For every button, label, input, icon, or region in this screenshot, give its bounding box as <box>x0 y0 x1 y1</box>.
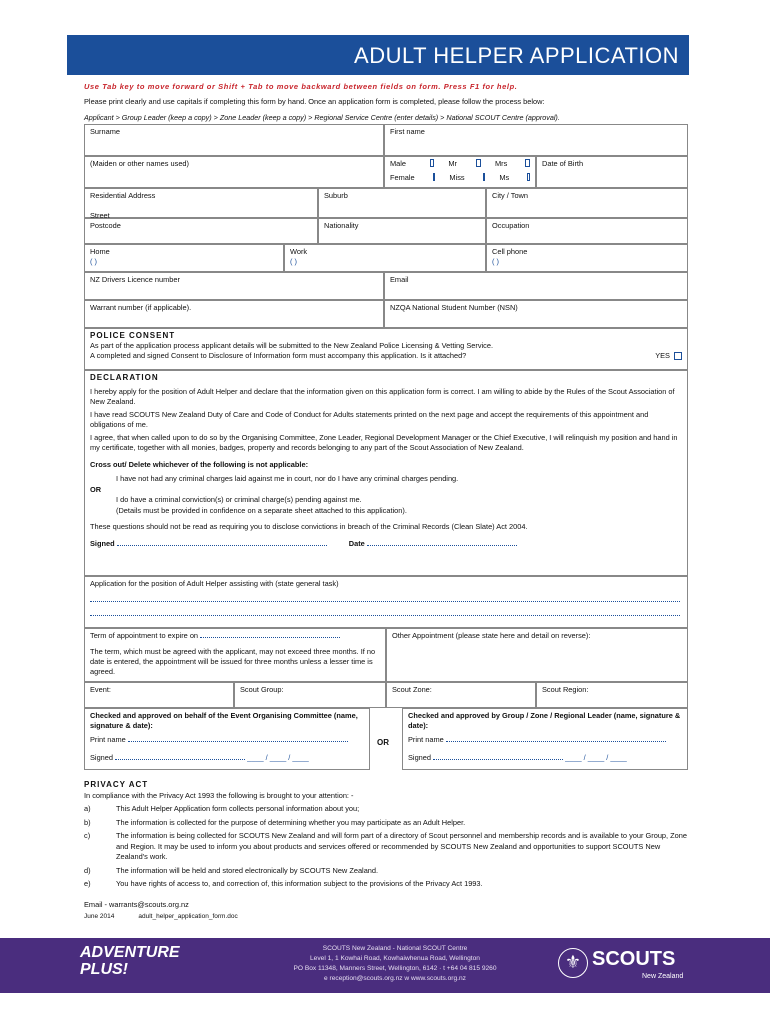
nsn-field[interactable] <box>384 300 688 328</box>
privacy-item-letter: c) <box>84 831 91 840</box>
first-name-field[interactable] <box>384 124 688 156</box>
ms-checkbox[interactable] <box>527 173 530 181</box>
postcode-field[interactable] <box>84 218 318 244</box>
suburb-label: Suburb <box>324 191 348 200</box>
scout-region-label: Scout Region: <box>542 685 589 694</box>
nsn-label: NZQA National Student Number (NSN) <box>390 303 518 312</box>
privacy-list <box>84 804 688 890</box>
privacy-item-text: You have rights of access to, and correction of, this information subject to the provisions of the Privacy Act 1993. <box>116 879 483 888</box>
female-checkbox[interactable] <box>433 173 436 181</box>
privacy-item <box>84 804 688 815</box>
mr-checkbox[interactable] <box>476 159 481 167</box>
privacy-item-text: The information is collected for the purpose of determining whether you may participate as an Adult Helper. <box>116 817 466 827</box>
scout-group-field[interactable] <box>234 682 386 708</box>
other-appointment-field[interactable] <box>386 628 688 682</box>
footer-banner <box>0 938 770 993</box>
work-label: Work <box>290 247 308 256</box>
warrant-field[interactable] <box>84 300 384 328</box>
privacy-item <box>84 879 688 890</box>
police-consent-section <box>84 328 688 370</box>
home-label: Home <box>90 247 110 256</box>
event-label: Event: <box>90 685 111 694</box>
signed-label: Signed <box>90 538 115 548</box>
leader-approval-section <box>402 708 688 770</box>
leader-approval-heading: Checked and approved by Group / Zone / Regional Leader (name, signature & date): <box>408 711 681 730</box>
declaration-p2: I have read SCOUTS New Zealand Duty of Care and Code of Conduct for Adults statements printed on the next page and accept the requirements of this appointment and obligations of me. <box>90 409 649 429</box>
city-label: City / Town <box>492 191 529 200</box>
dob-label: Date of Birth <box>542 159 584 168</box>
criminal-option-1[interactable]: I have not had any criminal charges laid against me in court, nor do I have any criminal charges pending. <box>116 474 459 483</box>
cell-area-code: ( ) <box>492 257 499 266</box>
privacy-item-text: The information will be held and stored electronically by SCOUTS New Zealand. <box>116 865 379 875</box>
fleur-de-lis-icon: ⚜ <box>558 948 588 978</box>
yes-label: YES <box>655 351 670 360</box>
maiden-field[interactable] <box>84 156 384 188</box>
privacy-item <box>84 831 688 863</box>
privacy-item-text: This Adult Helper Application form collects personal information about you; <box>116 804 360 813</box>
yes-checkbox[interactable] <box>674 352 682 360</box>
signed-label-2: Signed <box>408 753 432 762</box>
surname-label: Surname <box>90 127 120 136</box>
privacy-item-letter: b) <box>84 817 91 827</box>
signed-label-1: Signed <box>90 753 114 762</box>
miss-checkbox[interactable] <box>483 173 486 181</box>
footer-line-3: PO Box 11348, Manners Street, Wellington, 6142 · t +64 04 815 9260 <box>293 965 497 972</box>
contact-email: Email - warrants@scouts.org.nz <box>84 899 189 909</box>
date-line[interactable] <box>367 545 517 546</box>
mrs-label: Mrs <box>494 159 508 168</box>
event-approval-heading: Checked and approved on behalf of the Event Organising Committee (name, signature & date): <box>90 711 358 730</box>
occupation-field[interactable] <box>486 218 688 244</box>
suburb-field[interactable] <box>318 188 486 218</box>
male-label: Male <box>390 159 407 168</box>
event-approval-section <box>84 708 370 770</box>
residential-label: Residential Address <box>90 191 156 200</box>
footer-line-1: SCOUTS New Zealand - National SCOUT Centre <box>322 945 468 952</box>
print-name-line-2[interactable] <box>446 741 666 742</box>
footer-address <box>250 944 540 984</box>
declaration-p3: I agree, that when called upon to do so by the Organising Committee, Zone Leader, Regional Development Manager or the Chief Executive, I will relinquish my position and hand in my certificate, together with all monies, badges, property and records belonging to any part of the Scout Association of New Zealand. <box>90 432 678 452</box>
position-section <box>84 576 688 628</box>
police-heading: POLICE CONSENT <box>90 331 176 340</box>
declaration-p1: I hereby apply for the position of Adult Helper and declare that the information given on this application form is correct. I am willing to abide by the Rules of the Scout Association of New Zealand. <box>90 386 675 406</box>
home-phone-field[interactable] <box>84 244 284 272</box>
privacy-item <box>84 818 688 829</box>
process-text: Applicant > Group Leader (keep a copy) > Zone Leader (keep a copy) > Regional Service Centre (enter details) > National SCOUT Centre (approval). <box>84 113 560 122</box>
term-date-line[interactable] <box>200 637 340 638</box>
date-slashes-2[interactable]: ____ / ____ / ____ <box>565 753 627 762</box>
clean-slate-note: These questions should not be read as requiring you to disclose convictions in breach of the Criminal Records (Clean Slate) Act 2004. <box>90 522 528 531</box>
nationality-field[interactable] <box>318 218 486 244</box>
other-appointment-label: Other Appointment (please state here and detail on reverse): <box>392 631 591 640</box>
doc-filename: adult_helper_application_form.doc <box>138 913 238 920</box>
cell-label: Cell phone <box>492 247 528 256</box>
male-checkbox[interactable] <box>430 159 435 167</box>
criminal-option-2[interactable]: I do have a criminal conviction(s) or criminal charge(s) pending against me. <box>116 495 362 504</box>
print-name-line-1[interactable] <box>128 741 348 742</box>
email-label: Email <box>390 275 409 284</box>
privacy-item-letter: e) <box>84 879 91 888</box>
home-area-code: ( ) <box>90 257 97 266</box>
work-area-code: ( ) <box>290 257 297 266</box>
residential-field[interactable] <box>84 188 318 218</box>
email-field[interactable] <box>384 272 688 300</box>
scout-zone-field[interactable] <box>386 682 536 708</box>
print-name-label-1: Print name <box>90 735 126 744</box>
signed-line-1[interactable] <box>115 759 245 760</box>
footer-line-4: e reception@scouts.org.nz w www.scouts.org.nz <box>324 975 466 982</box>
doc-date: June 2014 <box>84 913 115 920</box>
work-phone-field[interactable] <box>284 244 486 272</box>
police-line2: A completed and signed Consent to Disclosure of Information form must accompany this application. Is it attached? <box>90 351 467 360</box>
privacy-item-letter: d) <box>84 865 91 875</box>
nationality-label: Nationality <box>324 221 359 230</box>
street-label: Street <box>90 211 110 220</box>
scout-group-label: Scout Group: <box>240 685 284 694</box>
or-divider: OR <box>377 738 389 747</box>
brand-line-2: PLUS! <box>80 961 128 978</box>
occupation-label: Occupation <box>492 221 530 230</box>
miss-label: Miss <box>449 173 465 182</box>
page-title: ADULT HELPER APPLICATION <box>67 35 689 75</box>
mrs-checkbox[interactable] <box>525 159 530 167</box>
position-label: Application for the position of Adult Helper assisting with (state general task) <box>90 579 339 588</box>
cross-out-heading: Cross out/ Delete whichever of the following is not applicable: <box>90 459 309 469</box>
mr-label: Mr <box>448 159 457 168</box>
maiden-label: (Maiden or other names used) <box>90 159 190 168</box>
print-name-label-2: Print name <box>408 735 444 744</box>
or-label: OR <box>90 484 102 494</box>
privacy-item-text: The information is being collected for SCOUTS New Zealand and will form part of a directory of Scout personnel and membership records and is available to your Group, Zone and Region. It may be used to inform you about products and services offered or recommended by SCOUTS New Zealand and opportunities to support SCOUTS New Zealand's work. <box>116 831 687 861</box>
term-section <box>84 628 386 682</box>
privacy-section <box>84 780 688 923</box>
declaration-heading: DECLARATION <box>90 373 159 382</box>
position-line-1[interactable] <box>90 601 680 602</box>
scout-zone-label: Scout Zone: <box>392 685 432 694</box>
position-line-2[interactable] <box>90 615 680 616</box>
scouts-logo: SCOUTS <box>592 948 676 970</box>
postcode-label: Postcode <box>90 221 121 230</box>
ms-label: Ms <box>499 173 510 182</box>
date-label: Date <box>348 538 365 548</box>
title-options <box>384 156 536 188</box>
privacy-item-letter: a) <box>84 804 91 813</box>
new-zealand-label: New Zealand <box>642 973 684 980</box>
adventure-plus-logo <box>80 944 180 978</box>
footer-line-2: Level 1, 1 Kowhai Road, Kowhaiwhenua Road, Wellington <box>310 955 480 962</box>
cell-phone-field[interactable] <box>486 244 688 272</box>
privacy-item <box>84 866 688 877</box>
term-label: Term of appointment to expire on <box>90 631 199 640</box>
privacy-intro: In compliance with the Privacy Act 1993 the following is brought to your attention: - <box>84 790 354 800</box>
licence-field[interactable] <box>84 272 384 300</box>
signed-line-2[interactable] <box>433 759 563 760</box>
first-name-label: First name <box>390 127 425 136</box>
dob-field[interactable] <box>536 156 688 188</box>
police-line1: As part of the application process applicant details will be submitted to the New Zealand Police Licensing & Vetting Service. <box>90 341 494 350</box>
warrant-label: Warrant number (if applicable). <box>90 303 192 312</box>
event-field[interactable] <box>84 682 234 708</box>
date-slashes-1[interactable]: ____ / ____ / ____ <box>247 753 309 762</box>
term-note: The term, which must be agreed with the applicant, may not exceed three months. If no date is entered, the appointment will be issued for three months unless a lesser time is agreed. <box>90 647 376 676</box>
brand-line-1: ADVENTURE <box>80 944 180 961</box>
female-label: Female <box>390 173 415 182</box>
signed-line[interactable] <box>117 545 327 546</box>
instructions: Please print clearly and use capitals if completing this form by hand. Once an application form is completed, please follow the process below: <box>84 97 545 106</box>
surname-field[interactable] <box>84 124 384 156</box>
declaration-section <box>84 370 688 576</box>
scout-region-field[interactable] <box>536 682 688 708</box>
help-text: Use Tab key to move forward or Shift + Tab to move backward between fields on form. Press F1 for help. <box>84 82 518 91</box>
privacy-heading: PRIVACY ACT <box>84 780 149 789</box>
licence-label: NZ Drivers Licence number <box>90 275 180 284</box>
criminal-details-note: (Details must be provided in confidence on a separate sheet attached to this application). <box>116 505 407 515</box>
city-field[interactable] <box>486 188 688 218</box>
